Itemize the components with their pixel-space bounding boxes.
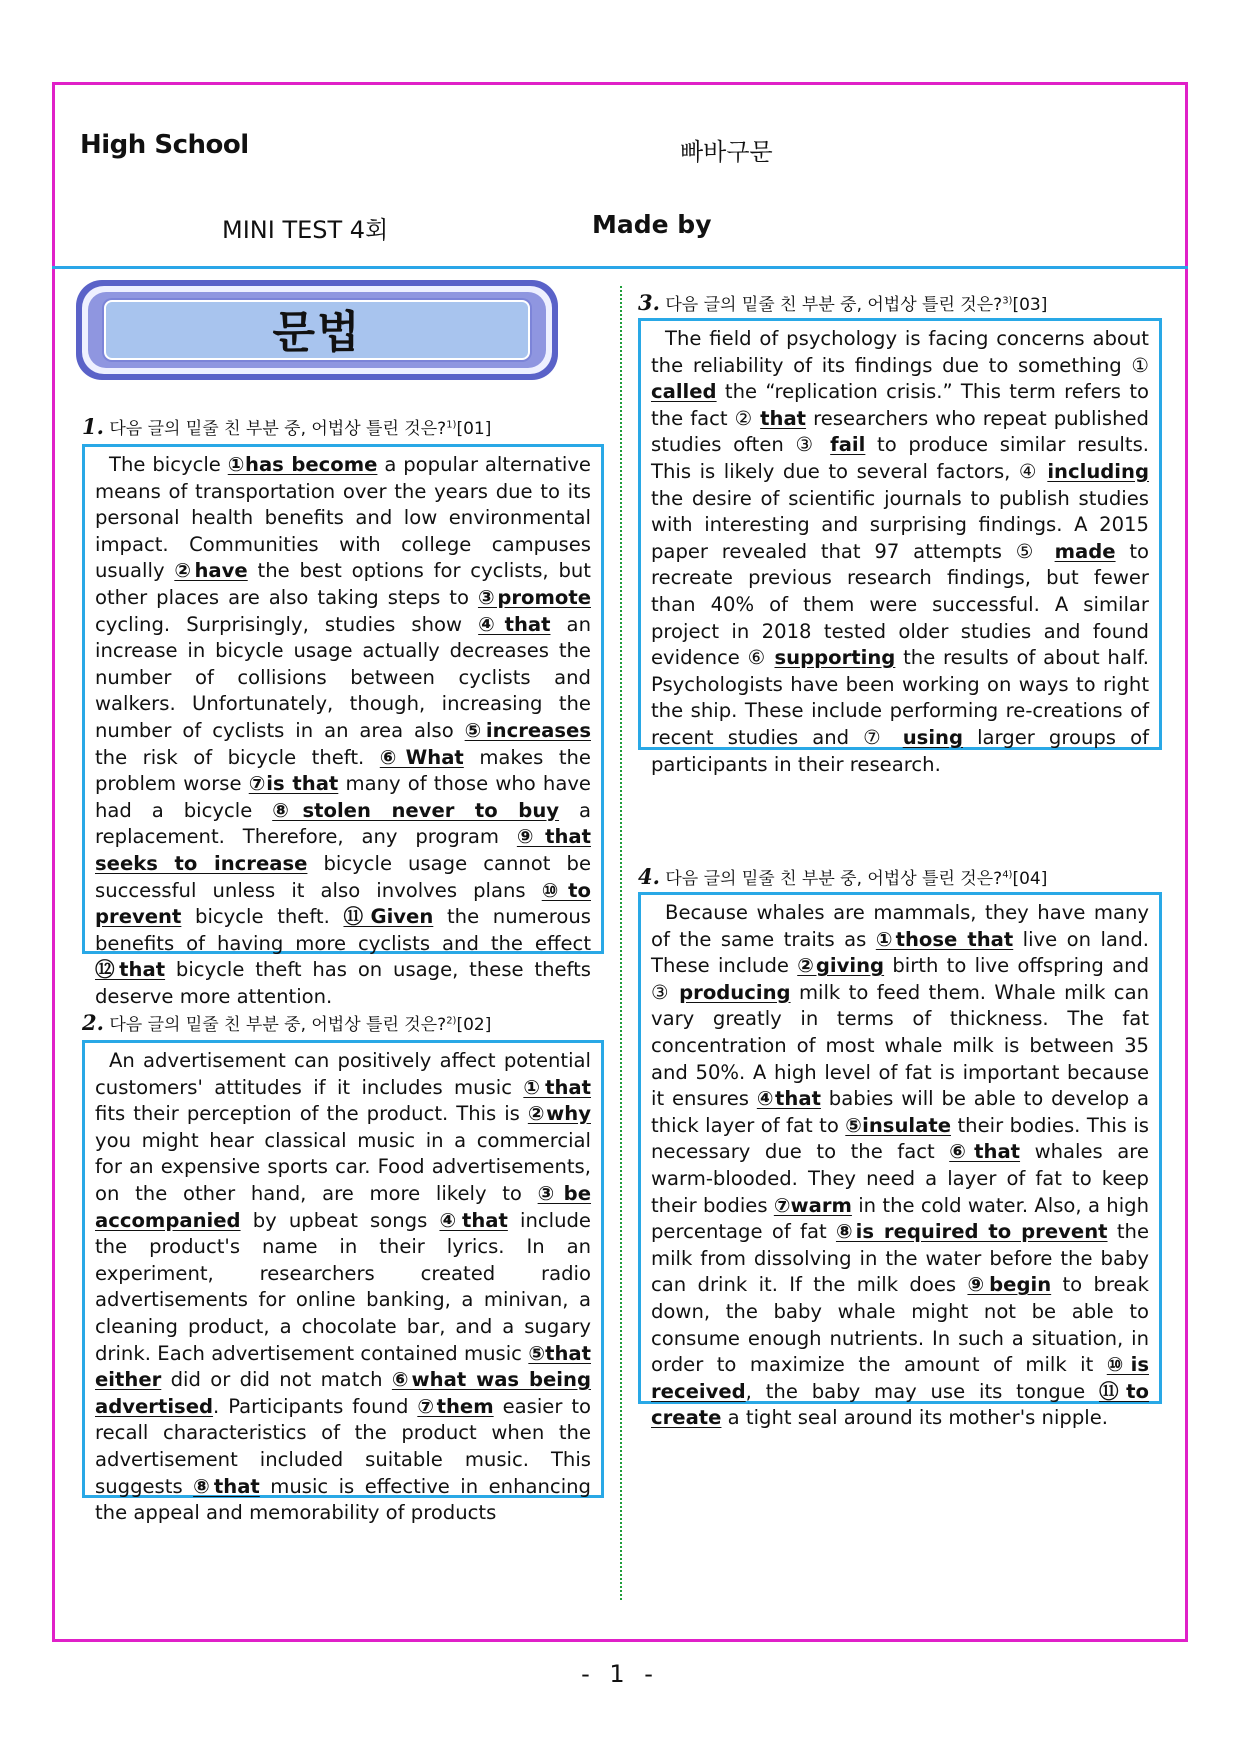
question-text: 다음 글의 밑줄 친 부분 중, 어법상 틀린 것은? xyxy=(665,295,1003,315)
question-code: [04] xyxy=(1012,869,1048,889)
underlined-choice: ⑤that either xyxy=(95,1341,591,1392)
underlined-choice: ⑧that xyxy=(193,1474,260,1498)
passage-segment: bicycle usage cannot be successful unless it also involves plans xyxy=(95,851,592,902)
underlined-choice: ④that xyxy=(439,1208,508,1232)
question-2-prompt xyxy=(82,1010,491,1035)
question-text: 다음 글의 밑줄 친 부분 중, 어법상 틀린 것은? xyxy=(665,869,1003,889)
underlined-choice: ⑦warm xyxy=(773,1193,852,1217)
underlined-choice: ⑩is received xyxy=(651,1353,1149,1403)
passage-segment: to break down, the baby whale might not be able to consume enough nutrients. In such a situation, in order to maximize the amount of milk it xyxy=(651,1273,1149,1377)
underlined-choice: including xyxy=(1047,459,1149,483)
underlined-choice: ②giving xyxy=(797,954,885,978)
underlined-choice: ②why xyxy=(527,1102,591,1126)
underlined-choice: ⑥what was being advertised xyxy=(95,1368,591,1418)
passage-segment: an increase in bicycle usage actually decreases the number of collisions between cyclists and walkers. Unfortunately, though, increasing the number of cyclists in an area also xyxy=(95,612,591,742)
underlined-choice: ②have xyxy=(174,559,248,583)
underlined-choice: ⑤increases xyxy=(464,718,591,742)
underlined-choice: fail xyxy=(830,433,866,457)
question-text: 다음 글의 밑줄 친 부분 중, 어법상 틀린 것은? xyxy=(109,419,447,439)
underlined-choice: ⑦them xyxy=(417,1394,494,1418)
header-divider xyxy=(52,266,1188,269)
passage-segment: , the baby may use its tongue xyxy=(745,1379,1099,1403)
passage-segment: a tight seal around its mother's nipple. xyxy=(721,1406,1109,1430)
passage-segment: live on land. These include xyxy=(651,927,1149,978)
underlined-choice: supporting xyxy=(774,646,896,670)
underlined-choice: producing xyxy=(679,980,791,1004)
page-number: - 1 - xyxy=(581,1660,659,1688)
passage-segment: cycling. Surprisingly, studies show xyxy=(95,612,479,636)
passage-segment: the “replication crisis.” This term refers to the fact ② xyxy=(651,380,1149,430)
passage-text xyxy=(95,452,591,1010)
passage-segment: music is effective in enhancing the appeal and memorability of products xyxy=(95,1474,591,1525)
underlined-choice: ⑤insulate xyxy=(845,1113,951,1137)
passage-segment: a popular alternative means of transportation over the years due to its personal health benefits and low environmental impact. Communities with college campuses usually xyxy=(95,453,591,583)
passage-segment: makes the problem worse xyxy=(95,745,591,796)
underlined-choice: ④that xyxy=(756,1087,821,1111)
underlined-choice: ⑥What xyxy=(379,745,464,769)
underlined-choice: called xyxy=(651,380,717,404)
column-divider xyxy=(620,286,622,1600)
underlined-choice: ④that xyxy=(478,612,551,636)
passage-segment: include the product's name in their lyrics. In an experiment, researchers created radio advertisements for online banking, a minivan, a cleaning product, a chocolate bar, and a sugary drink. Each advertisement contained music xyxy=(95,1208,591,1365)
school-label: High School xyxy=(80,130,249,160)
passage-segment: bicycle theft. xyxy=(181,905,344,929)
underlined-choice: ⑨begin xyxy=(967,1273,1052,1297)
question-code: [03] xyxy=(1012,295,1048,315)
footnote-mark: 4) xyxy=(1002,869,1013,881)
passage-segment: The bicycle xyxy=(109,453,228,476)
section-banner xyxy=(76,280,558,380)
passage-segment: An advertisement can positively affect potential customers' attitudes if it includes music xyxy=(95,1049,591,1099)
underlined-choice: ⑪to create xyxy=(651,1379,1149,1430)
passage-segment: whales are warm-blooded. They need a layer of fat to keep their bodies xyxy=(651,1140,1149,1217)
passage-segment: birth to live offspring and ③ xyxy=(651,954,1150,1004)
passage-segment: The field of psychology is facing concerns about the reliability of its findings due to something ① xyxy=(651,327,1149,377)
passage-segment: researchers who repeat published studies often ③ xyxy=(651,406,1149,457)
question-text: 다음 글의 밑줄 친 부분 중, 어법상 틀린 것은? xyxy=(109,1015,447,1035)
question-code: [01] xyxy=(456,419,492,439)
underlined-choice: made xyxy=(1054,539,1116,563)
question-1-passage xyxy=(82,444,604,1008)
passage-segment: Because whales are mammals, they have many of the same traits as xyxy=(651,901,1149,951)
underlined-choice: ⑩to prevent xyxy=(95,878,591,929)
book-title: 빠바구문 xyxy=(680,138,773,166)
passage-segment: did or did not match xyxy=(161,1368,392,1392)
passage-segment: milk to feed them. Whale milk can vary greatly in terms of thickness. The fat concentration of most whale milk is between 35 and 50%. A high level of fat is important because it ensures xyxy=(651,980,1150,1111)
question-code: [02] xyxy=(456,1015,492,1035)
passage-segment: you might hear classical music in a commercial for an expensive sports car. Food advertisements, on the other hand, are more likely to xyxy=(95,1128,591,1205)
passage-segment: . Participants found xyxy=(213,1394,418,1418)
passage-segment: many of those who have had a bicycle xyxy=(95,772,591,822)
underlined-choice: ③be accompanied xyxy=(95,1181,592,1232)
question-number: 4. xyxy=(638,864,660,889)
passage-text xyxy=(651,326,1149,778)
footnote-mark: 1) xyxy=(446,419,457,431)
question-4-passage xyxy=(638,892,1162,1430)
passage-segment: bicycle theft has on usage, these thefts deserve more attention. xyxy=(95,958,591,1008)
passage-segment: a replacement. Therefore, any program xyxy=(95,798,591,849)
underlined-choice: that xyxy=(760,406,807,430)
made-by-label: Made by xyxy=(592,210,712,239)
passage-text xyxy=(95,1048,591,1527)
question-1-prompt xyxy=(82,414,491,439)
question-3-passage xyxy=(638,318,1162,776)
question-4-prompt xyxy=(638,864,1047,889)
passage-segment: the risk of bicycle theft. xyxy=(95,745,380,769)
underlined-choice: ⑥that xyxy=(949,1140,1021,1164)
question-2-passage xyxy=(82,1040,604,1525)
underlined-choice: ⑦is that xyxy=(248,772,339,796)
passage-segment: the best options for cyclists, but other places are also taking steps to xyxy=(95,559,591,609)
passage-segment: their bodies. This is necessary due to the fact xyxy=(651,1113,1150,1164)
passage-segment: in the cold water. Also, a high percentage of fat xyxy=(651,1193,1149,1244)
passage-segment: the desire of scientific journals to publish studies with interesting and surprising findings. A 2015 paper revealed that 97 attempts ⑤ xyxy=(651,486,1149,563)
passage-segment: the milk from dissolving in the water before the baby can drink it. If the milk does xyxy=(651,1220,1149,1297)
underlined-choice: ①that xyxy=(523,1075,591,1099)
passage-segment: easier to recall characteristics of the product when the advertisement included suitable music. This suggests xyxy=(95,1394,591,1498)
underlined-choice: using xyxy=(902,725,964,749)
passage-segment: babies will be able to develop a thick layer of fat to xyxy=(651,1087,1149,1137)
passage-segment: to recreate previous research findings, but fewer than 40% of them were successful. A similar project in 2018 tested older studies and found evidence ⑥ xyxy=(651,539,1149,670)
question-number: 1. xyxy=(82,414,104,439)
underlined-choice: ⑧stolen never to buy xyxy=(272,798,560,822)
passage-segment: the numerous benefits of having more cyclists and the effect xyxy=(95,905,591,955)
underlined-choice: ⑨that seeks to increase xyxy=(95,825,591,875)
question-number: 2. xyxy=(82,1010,104,1035)
section-title: 문법 xyxy=(272,307,362,358)
footnote-mark: 3) xyxy=(1002,295,1013,307)
passage-segment: by upbeat songs xyxy=(240,1208,440,1232)
underlined-choice: ⑪Given xyxy=(343,905,434,929)
underlined-choice: ⑫that xyxy=(95,958,166,982)
test-title: MINI TEST 4회 xyxy=(222,216,389,244)
question-3-prompt xyxy=(638,290,1047,315)
question-number: 3. xyxy=(638,290,660,315)
passage-segment: the results of about half. Psychologists have been working on ways to right the ship. These include performing re-creations of recent studies and ⑦ xyxy=(651,646,1149,749)
underlined-choice: ①those that xyxy=(875,927,1014,951)
underlined-choice: ①has become xyxy=(227,453,378,476)
passage-segment: fits their perception of the product. This is xyxy=(95,1102,528,1126)
underlined-choice: ⑧is required to prevent xyxy=(835,1220,1108,1244)
underlined-choice: ③promote xyxy=(477,585,591,609)
passage-text xyxy=(651,900,1149,1432)
passage-segment: larger groups of participants in their research. xyxy=(651,725,1149,776)
footnote-mark: 2) xyxy=(446,1015,457,1027)
passage-segment: to produce similar results. This is likely due to several factors, ④ xyxy=(651,433,1149,483)
